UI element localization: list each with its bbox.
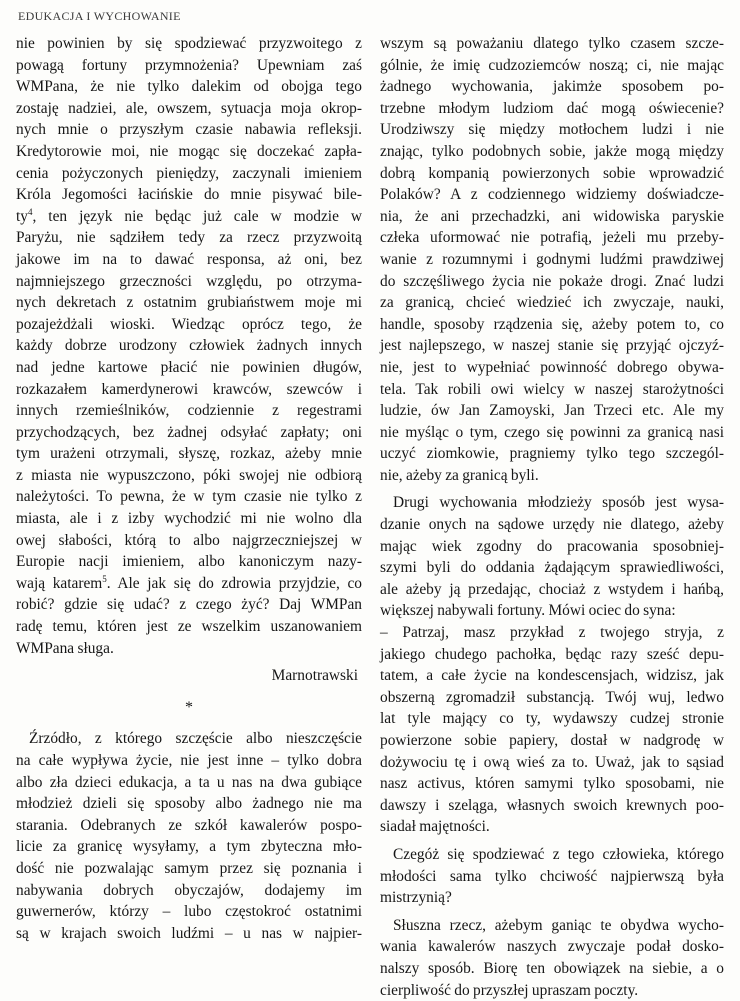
text-line: gólnie, że imię cudzoziemców noszą; ci, nie mając: [380, 56, 724, 74]
letter-body: [16, 33, 362, 206]
text-line: wszym są poważaniu dlatego tylko czasem szcze-: [380, 35, 724, 52]
text-line: nabywania dobrych obyczajów, dodajemy im: [16, 881, 362, 899]
paragraph-last-line: mistrzynią?: [380, 889, 452, 907]
essay-paragraph: [16, 728, 362, 944]
text-line: nalszy sposób. Biorę ten obowiązek na siebie, a o: [380, 959, 724, 977]
text-line: Paryżu, nie sądziłem tedy za rzecz przyzwoitą: [16, 229, 362, 247]
text-line: rozkazałem kamerdynerowi krawców, szewców i: [16, 380, 362, 398]
text-line: jakowe im na to dawać responsa, aż oni, bez: [16, 250, 362, 268]
text-line: WMPana, że nie tylko dalekim od obojga tego: [16, 78, 362, 96]
text-line: [16, 573, 362, 595]
text-line: nie powinien by się spodziewać przyzwoitego z: [16, 35, 362, 52]
text-line: [16, 206, 362, 228]
text-line: Kredytorowie moi, nie mogąc się doczekać zapła-: [16, 142, 362, 160]
text-line: młodości sama tylko chciwość najpierwszą była: [380, 867, 724, 885]
text-line: najmniejszego grzeczności względu, po otrzyma-: [16, 272, 362, 290]
paragraph-last-line: większej nabywali fortuny. Mówi ociec do syna:: [380, 602, 676, 620]
text-line: albo zła dzieci edukacja, a ta u nas na dwa gubiące: [16, 773, 362, 791]
text-line: guwernerów, którzy – lubo częstokroć ostatnimi: [16, 903, 362, 921]
text-line: dobrą kompanią powierzonych sobie wprowadzić: [380, 164, 724, 182]
paragraph-last-line: cierpliwość do przyszłej upraszam poczty.: [380, 981, 639, 999]
text-line: obszerną zgromadził substancją. Twój wuj, ledwo: [380, 688, 724, 706]
text-line: wania kawalerów naszych zwyczaje podał dosko-: [380, 938, 724, 956]
text-line: są w krajach swoich ludźmi – u nas w najpier-: [16, 924, 362, 942]
text-line: Słuszna rzecz, ażebym ganiąc te obydwa wycho-: [393, 916, 724, 934]
text-line: nasz activus, któren samymi tylko sposobami, nie: [380, 775, 724, 793]
text-line: powagą fortuny przymnożenia? Upewniam zaś: [16, 56, 362, 74]
text-line: wanie z rozumnymi i godnymi ludźmi prawdziwej: [380, 250, 724, 268]
footnote-marker: 4: [27, 206, 33, 217]
text-line: cenia pożyczonych pieniędzy, zaczynali imieniem: [16, 164, 362, 182]
text-line: powierzone sobie papiery, dostał w nadgrodę w: [380, 732, 724, 749]
right-column: [380, 33, 724, 1001]
paragraph-4: [380, 844, 724, 887]
text-line: Drugi wychowania młodzieży sposób jest wysa-: [393, 494, 724, 512]
text-line: nad jedne kartowe płacić nie powinien długów,: [16, 358, 362, 376]
text-line: lat tyle mający co ty, wydawszy cudzej stronie: [380, 710, 724, 728]
text-line: żadnego wychowania, jakimże sposobem po-: [380, 78, 724, 96]
paragraph-3: [380, 622, 724, 816]
text-fragment: . Ale jak się do zdrowia przyjdzie, co: [106, 574, 362, 592]
text-line: Urodziwszy się między motłochem ludzi i nie: [380, 121, 724, 139]
text-line: uczyć ziomkowie, pragniemy tylko tego szczegól-: [380, 445, 724, 463]
footnote-marker: 5: [102, 573, 107, 584]
running-head: EDUKACJA I WYCHOWANIE: [18, 9, 181, 23]
text-line: Polaków? A z codziennego widziemy doświadcze-: [380, 186, 724, 204]
text-fragment: wają katarem: [16, 574, 103, 592]
text-line: nie, jest to wypełniać powinność dobrego obywa-: [380, 358, 724, 376]
text-line: ludzie, ów Jan Zamoyski, Jan Trzeci etc. Ale my: [380, 402, 724, 420]
text-line: młodzież dzieli się sposoby albo żadnego nie ma: [16, 795, 362, 813]
text-line: nie myśląc o tym, czego się powinni za granicą nasi: [380, 423, 724, 441]
text-line: radę temu, któren jest ze wszelkim uszanowaniem: [16, 618, 362, 636]
text-line: tym urażeni otrzymali, słyszę, rozkaz, ażeby mnie: [16, 445, 362, 463]
text-line: handle, sposoby rządzenia się, ażeby potem to, co: [380, 315, 724, 333]
text-line: nych mnie o przyszłym czasie nabawia refleksji.: [16, 121, 362, 139]
text-line: licie za granicę wysyłamy, a tym zbyteczna mło-: [16, 838, 362, 856]
text-line: człeka uformować nie potrafią, jeżeli mu przeby-: [380, 229, 724, 247]
text-line: z miasta nie wypuszczono, póki swojej nie odbiorą: [16, 466, 362, 484]
text-line: trzebne młodym ludziom dać mogą oświecenie?: [380, 99, 724, 117]
text-line: robić? gdzie się udać? z czego żyć? Daj WMPan: [16, 596, 362, 614]
text-line: owej słabości, którą to albo najgrzeczniejszej w: [16, 531, 362, 549]
text-line: każdy dobrze urodzony człowiek żadnych innych: [16, 337, 362, 355]
text-line: dość nie pozwalając samym przez się poznania i: [16, 859, 362, 877]
text-fragment: ty: [16, 207, 28, 225]
text-line: Europie nacji imieniem, albo kanoniczym nazy-: [16, 553, 362, 571]
text-line: jakiego chudego pachołka, będąc razy sześć depu-: [380, 645, 724, 663]
letter-body-end: [16, 594, 362, 637]
text-line: do szczęśliwego życia nie pokaże drogi. Znać ludzi: [380, 272, 724, 290]
left-column: [16, 33, 362, 944]
text-line: nia, że ani przechadzki, ani widowiska paryskie: [380, 207, 724, 225]
text-line: należytości. To pewna, że w tym czasie nie tylko z: [16, 488, 362, 506]
text-line: ale ażeby ją przedając, chociaż z wstydem i hańbą,: [380, 580, 724, 598]
signature: Marnotrawski: [271, 667, 358, 685]
text-line: przychodzących, bez żadnej odsyłać zapłaty; oni: [16, 423, 362, 441]
text-line: na całe wypływa życie, nie jest inne – tylko dobra: [16, 752, 362, 769]
text-line: – Patrzaj, masz przykład z twojego stryja, z: [380, 624, 724, 642]
text-line: zostaję nadziei, ale, owszem, sytuacja moja okrop-: [16, 99, 362, 117]
text-line: Króla Jegomości łacińskie do mnie pisywać bile-: [16, 186, 362, 204]
text-line: mając wiek zgodny do pracowania sposobniej-: [380, 537, 724, 555]
text-line: miasta, ale i z izby wychodzić mi nie wolno dla: [16, 510, 362, 528]
text-line: tatem, a całe życie na kondescensjach, widzisz, jak: [380, 667, 724, 685]
paragraph-5: [380, 915, 724, 980]
text-line: starania. Odebranych ze szkół kawalerów pospo-: [16, 816, 362, 834]
text-line: jest najlepszego, w naszej stanie się przyjąć ojczyź-: [380, 337, 724, 355]
paragraph-1: [380, 33, 724, 465]
text-line: dzanie onych na sądowe urzędy nie dlatego, ażeby: [380, 516, 724, 534]
text-line: tela. Tak robili owi wielcy w naszej starożytności: [380, 380, 724, 398]
text-line: szymi byli do oddania żądającym sprawiedliwości,: [380, 559, 724, 577]
text-line: dawszy i szeląga, własnych swoich krewnych poo-: [380, 796, 724, 814]
paragraph-last-line: nie, ażeby za granicą byli.: [380, 466, 539, 484]
paragraph-last-line: siadał majętności.: [380, 818, 490, 836]
text-line: Źrzódło, z którego szczęście albo nieszczęście: [29, 730, 362, 748]
text-line: za granicą, chcieć wiedzieć ich zwyczaje, nauki,: [380, 294, 724, 312]
section-separator: *: [185, 698, 193, 716]
text-line: innych rzemieślników, codziennie z regestrami: [16, 402, 362, 420]
text-line: Czegóż się spodziewać z tego człowieka, którego: [393, 845, 724, 863]
paragraph-2: [380, 492, 724, 600]
letter-closing-line: WMPana sługa.: [16, 639, 114, 657]
text-line: pozajeżdżali wioski. Wiedząc oprócz tego, że: [16, 315, 362, 333]
text-line: dożywociu tę i ową wieś za to. Uważ, jak to sąsiad: [380, 753, 724, 771]
text-line: nych dekretach z ostatnim grubiaństwem moje mi: [16, 294, 362, 312]
text-fragment: , ten język nie będąc już cale w modzie w: [32, 207, 362, 225]
letter-body-continued: [16, 227, 362, 573]
text-line: znając, tylko podobnych sobie, jakże mogą między: [380, 142, 724, 160]
